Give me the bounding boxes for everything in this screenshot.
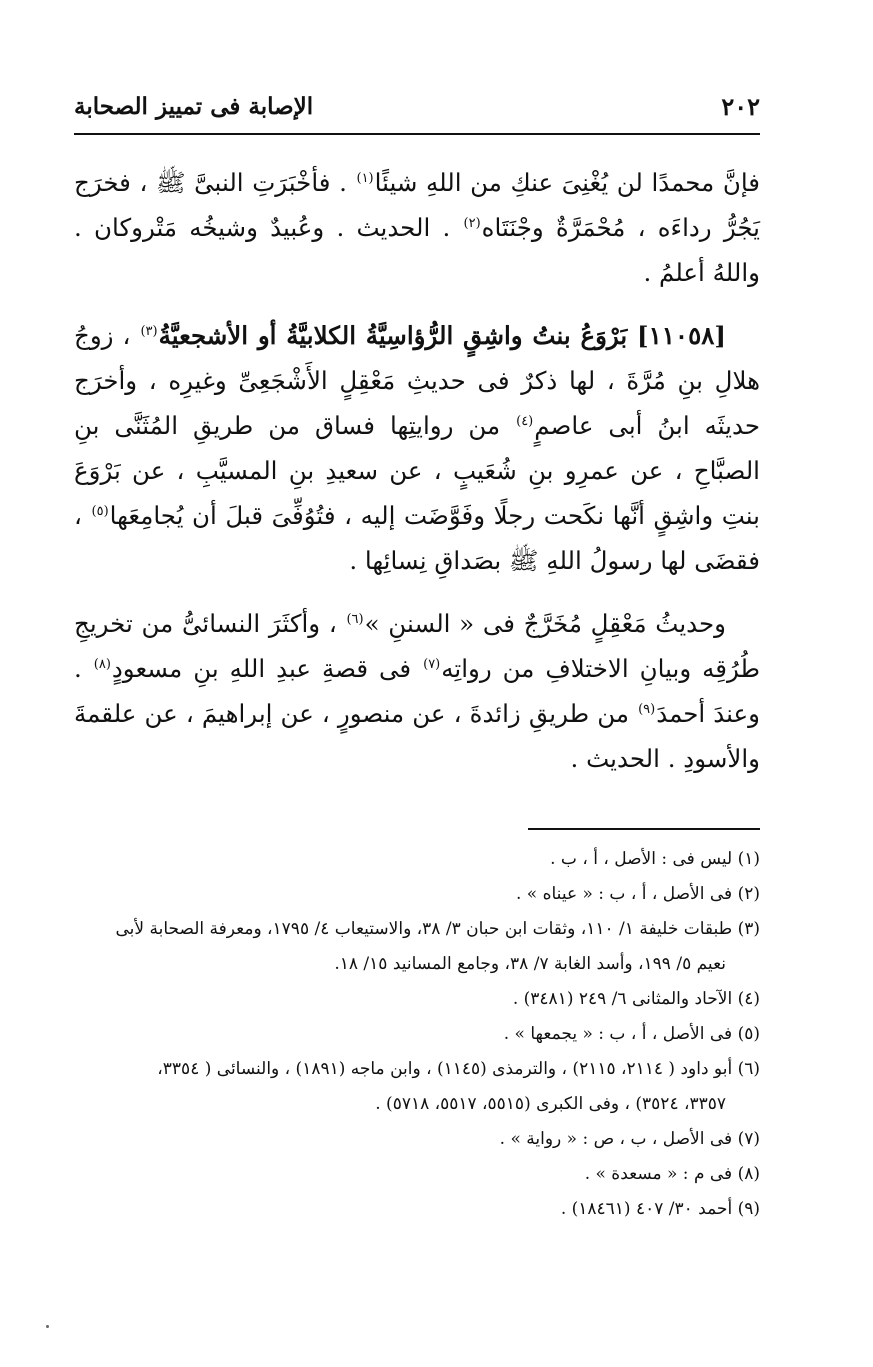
paragraph-continuation bbox=[74, 160, 760, 295]
entry-heading: بَرْوَعُ بنتُ واشِقٍ الرُّؤاسِيَّةُ الكلابيَّةُ أو الأشجعيَّةُ bbox=[158, 321, 638, 350]
text-run: ، وأكثَرَ النسائىُّ من تخريجِ طُرُقِه وبيانِ الاختلافِ من رواتِه bbox=[74, 609, 760, 683]
text-run: . فأخْبَرَتِ النبىَّ ﷺ ، فخرَج يَجُرُّ رداءَه ، مُحْمَرَّةٌ وجْنَتَاه bbox=[74, 168, 760, 242]
footnote-ref: (٥) bbox=[91, 503, 109, 519]
footnote-ref: (٣) bbox=[140, 323, 158, 339]
footnote-ref: (٢) bbox=[463, 215, 481, 231]
footnote-text: (٥) فى الأصل ، أ ، ب : « يجمعها » . bbox=[503, 1024, 760, 1044]
text-run: . الحديث . وعُبيدٌ وشيخُه مَتْروكان . واللهُ أعلمُ . bbox=[74, 213, 760, 287]
footnote-8 bbox=[74, 1157, 760, 1192]
entry-number: [١١٠٥٨] bbox=[637, 321, 726, 350]
footnote-7 bbox=[74, 1122, 760, 1157]
paragraph-hadith bbox=[74, 601, 760, 781]
text-run: من روايتِها فساق من طريقِ المُثَنَّى بنِ الصبَّاحِ ، عن عمرِو بنِ شُعَيبٍ ، عن سعيدِ بنِ المسيَّبِ ، عن بَرْوَعَ بنتِ واشِقٍ أنَّها نكَحت رجلًا وفَوَّضَت إليه ، فتُوُفِّىَ قبلَ أن يُجامِعَها bbox=[74, 411, 761, 530]
footnote-ref: (٤) bbox=[516, 413, 534, 429]
footnote-text: (٦) أبو داود ( ٢١١٤، ٢١١٥) ، والترمذى (١١٤٥) ، وابن ماجه (١٨٩١) ، والنسائى ( ٣٣٥٤، bbox=[157, 1059, 760, 1079]
footnote-text: (٩) أحمد ٣٠/ ٤٠٧ (١٨٤٦١) . bbox=[560, 1199, 760, 1219]
running-title: الإصابة فى تمييز الصحابة bbox=[74, 92, 314, 120]
footnotes bbox=[74, 842, 760, 1227]
footnote-6 bbox=[74, 1052, 760, 1122]
page-number: ٢٠٢ bbox=[721, 91, 760, 121]
footnote-ref: (٨) bbox=[93, 656, 111, 672]
text-run: من طريقِ زائدةَ ، عن منصورٍ ، عن إبراهيمَ ، عن علقمةَ والأسودِ . الحديث . bbox=[74, 699, 760, 773]
text-run: ، زوجُ هلالِ بنِ مُرَّةَ ، لها ذكرٌ فى حديثِ مَعْقِلٍ الأَشْجَعِىِّ وغيرِه ، وأخرَج حديثَه ابنُ أبى عاصمٍ bbox=[74, 321, 760, 440]
footnote-ref: (٧) bbox=[423, 656, 441, 672]
footnote-9 bbox=[74, 1192, 760, 1227]
footnote-ref: (٦) bbox=[346, 611, 364, 627]
footnote-separator bbox=[528, 828, 760, 830]
text-run: . وعندَ أحمدَ bbox=[74, 654, 761, 728]
biography-entry bbox=[74, 313, 760, 583]
footnote-3 bbox=[74, 912, 760, 982]
footnote-ref: (٩) bbox=[638, 701, 656, 717]
footnote-5 bbox=[74, 1017, 760, 1052]
header-rule bbox=[74, 133, 760, 135]
page-header bbox=[74, 88, 760, 124]
footnote-text: (٤) الآحاد والمثانى ٦/ ٢٤٩ (٣٤٨١) . bbox=[512, 989, 760, 1009]
footnote-continuation: ٣٣٥٧، ٣٥٢٤) ، وفى الكبرى (٥٥١٥، ٥٥١٧، ٥٧١٨) . bbox=[375, 1094, 726, 1114]
footnote-1 bbox=[74, 842, 760, 877]
footnote-ref: (١) bbox=[356, 170, 374, 186]
footnote-4 bbox=[74, 982, 760, 1017]
footnote-text: (١) ليس فى : الأصل ، أ ، ب . bbox=[550, 849, 760, 869]
scan-speck bbox=[46, 1325, 49, 1328]
footnote-text: (٨) فى م : « مسعدة » . bbox=[584, 1164, 760, 1184]
footnote-continuation: نعيم ٥/ ١٩٩، وأسد الغابة ٧/ ٣٨، وجامع المسانيد ١٥/ ١٨. bbox=[334, 954, 726, 974]
text-run: وحديثُ مَعْقِلٍ مُخَرَّجٌ فى « السننِ » bbox=[364, 609, 726, 638]
text-run: ، فقضَى لها رسولُ اللهِ ﷺ بصَداقِ نِسائِها . bbox=[74, 501, 760, 575]
footnote-text: (٢) فى الأصل ، أ ، ب : « عيناه » . bbox=[515, 884, 760, 904]
footnote-text: (٧) فى الأصل ، ب ، ص : « رواية » . bbox=[499, 1129, 760, 1149]
text-run: فى قصةِ عبدِ اللهِ بنِ مسعودٍ bbox=[111, 654, 423, 683]
text-run: فإنَّ محمدًا لن يُغْنِىَ عنكِ من اللهِ شيئًا bbox=[374, 168, 761, 197]
footnote-2 bbox=[74, 877, 760, 912]
footnote-text: (٣) طبقات خليفة ١/ ١١٠، وثقات ابن حبان ٣/ ٣٨، والاستيعاب ٤/ ١٧٩٥، ومعرفة الصحابة لأبى bbox=[115, 919, 760, 939]
main-text bbox=[74, 160, 760, 799]
